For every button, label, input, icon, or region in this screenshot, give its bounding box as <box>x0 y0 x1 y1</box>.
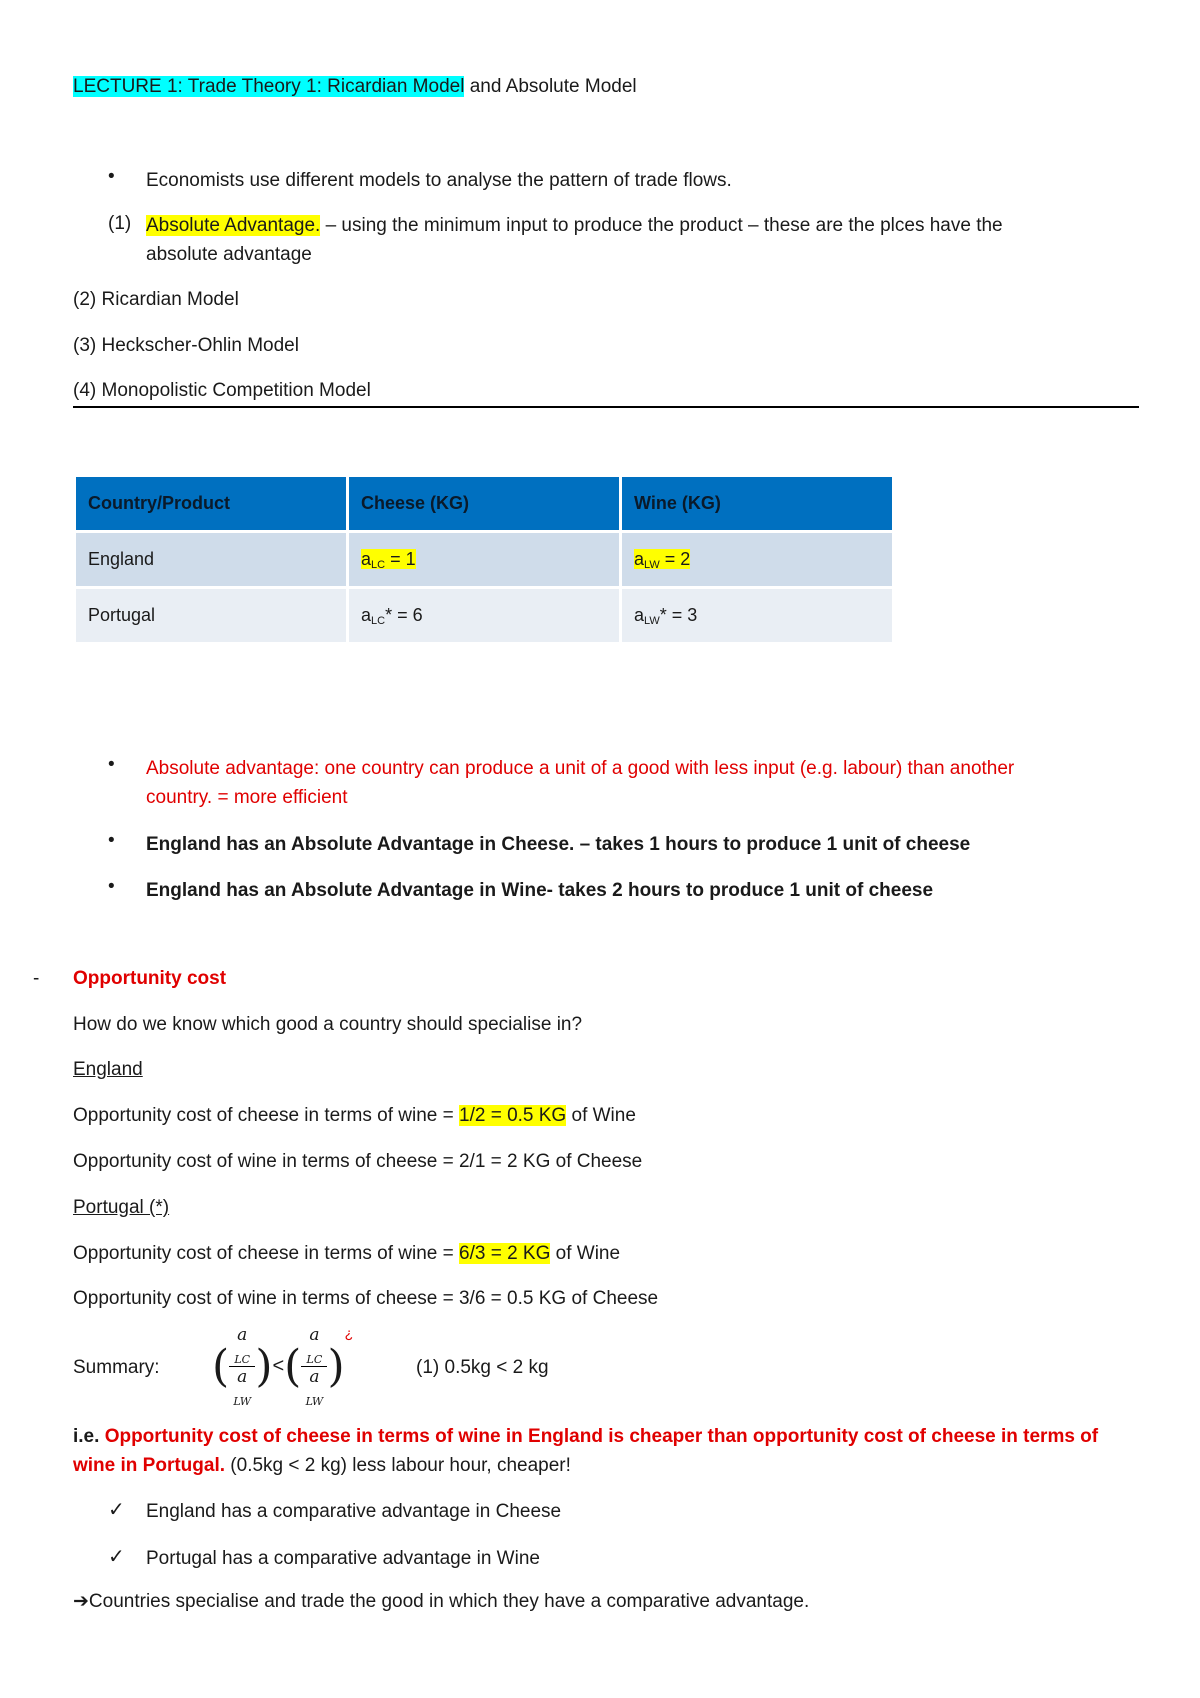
model-4: (4) Monopolistic Competition Model <box>73 380 371 401</box>
table-cell-cheese: $a_{LC}* = 6$ <box>349 589 619 642</box>
table-cell-country: Portugal <box>76 589 346 642</box>
table-header-row <box>76 477 892 530</box>
summary-result: (1) 0.5kg < 2 kg <box>416 1357 549 1378</box>
bullet-dot: • <box>108 166 115 187</box>
england-subheading: England <box>73 1059 143 1080</box>
portugal-comparative-advantage: Portugal has a comparative advantage in Wine <box>146 1548 540 1569</box>
summary-formula: ( a $_{LC}$ a $_{LW}$ )<( a $_{LC}$ a $_{LW}$ )¿ <box>212 1325 354 1408</box>
absolute-advantage-definition-cont: country. = more efficient <box>146 787 348 808</box>
model-2: (2) Ricardian Model <box>73 289 239 310</box>
table-header-cell: Wine (KG) <box>622 477 892 530</box>
fraction-england: a $_{LC}$ a $_{LW}$ <box>229 1325 255 1408</box>
table-cell-wine: $a_{LW}* = 3$ <box>622 589 892 642</box>
conclusion-line-2: wine in Portugal. (0.5kg < 2 kg) less labour hour, cheaper! <box>73 1455 571 1476</box>
fraction-portugal: a $_{LC}$ a $_{LW}$ <box>301 1325 327 1408</box>
check-icon: ✓ <box>108 1546 125 1568</box>
page-title <box>73 74 637 100</box>
table-header-cell: Country/Product <box>76 477 346 530</box>
england-cheese-bullet: England has an Absolute Advantage in Cheese. – takes 1 hours to produce 1 unit of cheese <box>146 834 971 855</box>
portugal-subheading: Portugal (*) <box>73 1197 170 1218</box>
intro-bullet: Economists use different models to analyse the pattern of trade flows. <box>146 170 732 191</box>
bullet-dot: • <box>108 754 115 775</box>
bullet-dot: • <box>108 830 115 851</box>
check-icon: ✓ <box>108 1499 125 1521</box>
portugal-wine-cost: Opportunity cost of wine in terms of cheese = 3/6 = 0.5 KG of Cheese <box>73 1288 659 1309</box>
table-header-cell: Cheese (KG) <box>349 477 619 530</box>
model-1-label: Absolute Advantage. <box>146 215 321 236</box>
title-highlighted: LECTURE 1: Trade Theory 1: Ricardian Model <box>73 76 465 97</box>
model-1-number: (1) <box>108 213 132 234</box>
portugal-cheese-cost: Opportunity cost of cheese in terms of wine = 6/3 = 2 KG of Wine <box>73 1243 621 1264</box>
table-cell-wine: $a_{LW} = 2$ <box>622 533 892 586</box>
model-1-desc: – using the minimum input to produce the product – these are the plces have the <box>320 215 1003 236</box>
summary-label: Summary: <box>73 1357 160 1378</box>
model-1 <box>146 211 1003 240</box>
bullet-dot: • <box>108 876 115 897</box>
model-1-desc-cont: absolute advantage <box>146 244 312 265</box>
model-3: (3) Heckscher-Ohlin Model <box>73 335 299 356</box>
specialise-question: How do we know which good a country should specialise in? <box>73 1014 583 1035</box>
opportunity-cost-heading: Opportunity cost <box>73 968 227 989</box>
section-divider <box>73 406 1139 408</box>
table-cell-country: England <box>76 533 346 586</box>
england-wine-cost: Opportunity cost of wine in terms of cheese = 2/1 = 2 KG of Cheese <box>73 1151 643 1172</box>
england-cheese-cost: Opportunity cost of cheese in terms of wine = 1/2 = 0.5 KG of Wine <box>73 1105 636 1126</box>
table-row <box>76 589 892 642</box>
dash-marker: - <box>33 968 40 989</box>
absolute-advantage-definition: Absolute advantage: one country can produce a unit of a good with less input (e.g. labour) than another <box>146 758 1015 779</box>
title-rest: and Absolute Model <box>464 76 637 97</box>
conclusion-line-1: i.e. Opportunity cost of cheese in terms of wine in England is cheaper than opportunity cost of cheese in terms of <box>73 1426 1099 1447</box>
table-cell-cheese: $a_{LC} = 1$ <box>349 533 619 586</box>
final-statement: ➔Countries specialise and trade the good in which they have a comparative advantage. <box>73 1591 810 1612</box>
england-comparative-advantage: England has a comparative advantage in Cheese <box>146 1501 562 1522</box>
labour-requirement-table <box>73 474 895 645</box>
arrow-icon: ➔ <box>73 1591 89 1612</box>
table-row <box>76 533 892 586</box>
england-wine-bullet: England has an Absolute Advantage in Wine- takes 2 hours to produce 1 unit of cheese <box>146 880 934 901</box>
